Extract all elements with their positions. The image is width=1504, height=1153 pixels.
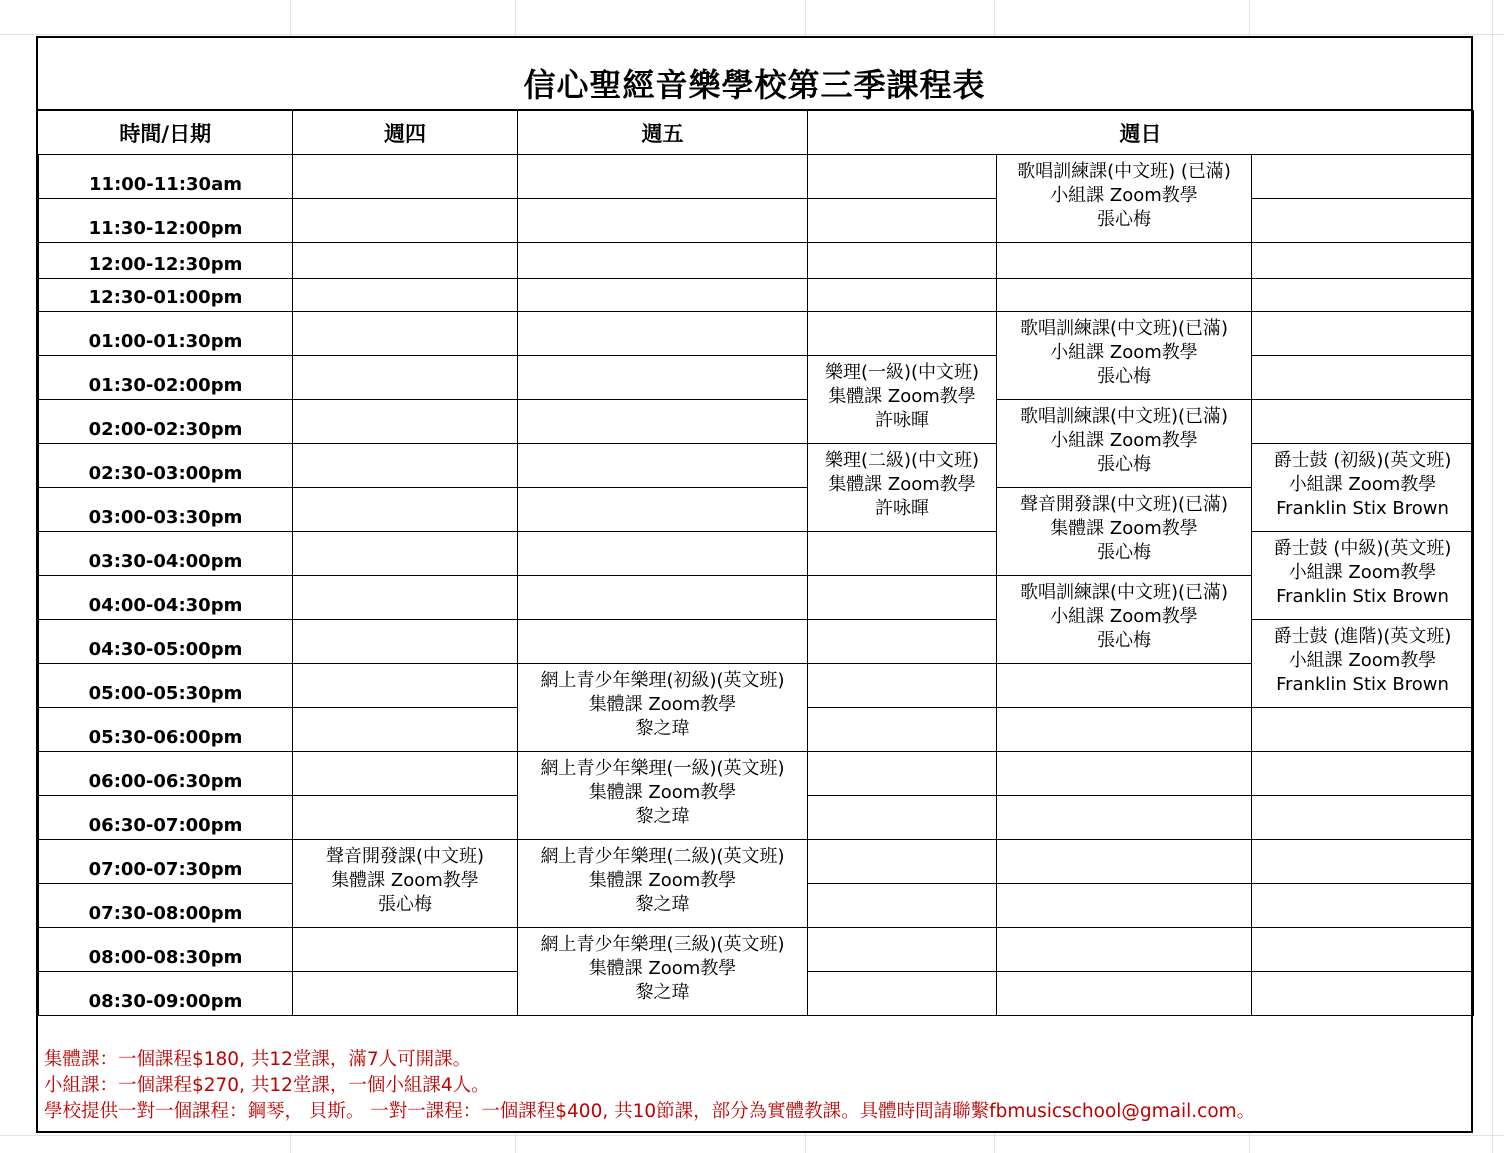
course-teacher: 黎之瑋	[635, 806, 690, 827]
empty-cell[interactable]	[1252, 972, 1474, 1016]
course-teacher: 許咏暉	[875, 498, 929, 519]
course-cell[interactable]	[997, 312, 1252, 400]
empty-cell[interactable]	[1252, 840, 1474, 884]
course-name: 網上青少年樂理(初級)(英文班)	[540, 670, 785, 691]
course-name: 歌唱訓練課(中文班) (已滿)	[1017, 161, 1231, 182]
empty-cell[interactable]	[293, 312, 518, 356]
course-cell[interactable]	[1252, 532, 1474, 620]
course-teacher: Franklin Stix Brown	[1276, 586, 1449, 607]
empty-cell[interactable]	[808, 279, 997, 312]
time-cell[interactable]: 06:00-06:30pm	[39, 752, 293, 796]
empty-cell[interactable]	[518, 155, 808, 199]
time-cell[interactable]: 03:00-03:30pm	[39, 488, 293, 532]
time-cell[interactable]: 02:30-03:00pm	[39, 444, 293, 488]
empty-cell[interactable]	[997, 884, 1252, 928]
empty-cell[interactable]	[808, 199, 997, 243]
course-format: 集體課 Zoom教學	[588, 958, 737, 979]
header-row	[39, 111, 1474, 155]
course-teacher: 黎之瑋	[635, 894, 690, 915]
time-cell[interactable]: 01:00-01:30pm	[39, 312, 293, 356]
empty-cell[interactable]	[1252, 752, 1474, 796]
sheet-gridline	[0, 34, 1504, 35]
course-name: 網上青少年樂理(二級)(英文班)	[540, 846, 785, 867]
time-cell[interactable]: 04:30-05:00pm	[39, 620, 293, 664]
empty-cell[interactable]	[808, 752, 997, 796]
course-format: 集體課 Zoom教學	[588, 870, 737, 891]
empty-cell[interactable]	[997, 752, 1252, 796]
empty-cell[interactable]	[293, 199, 518, 243]
time-cell[interactable]: 05:00-05:30pm	[39, 664, 293, 708]
time-cell[interactable]: 07:30-08:00pm	[39, 884, 293, 928]
course-name: 歌唱訓練課(中文班)(已滿)	[1019, 582, 1229, 603]
empty-cell[interactable]	[808, 532, 997, 576]
empty-cell[interactable]	[808, 576, 997, 620]
course-cell[interactable]	[808, 356, 997, 444]
course-cell[interactable]	[1252, 620, 1474, 708]
note-small-group: 小組課：一個課程$270, 共12堂課，一個小組課4人。	[44, 1075, 490, 1096]
empty-cell[interactable]	[293, 708, 518, 752]
empty-cell[interactable]	[293, 400, 518, 444]
time-cell[interactable]: 05:30-06:00pm	[39, 708, 293, 752]
time-cell[interactable]: 11:00-11:30am	[39, 155, 293, 199]
empty-cell[interactable]	[293, 576, 518, 620]
table-row	[39, 928, 1474, 972]
course-cell[interactable]	[997, 488, 1252, 576]
empty-cell[interactable]	[518, 532, 808, 576]
table-row	[39, 279, 1474, 312]
empty-cell[interactable]	[1252, 243, 1474, 279]
empty-cell[interactable]	[293, 664, 518, 708]
course-format: 小組課 Zoom教學	[1050, 430, 1198, 451]
empty-cell[interactable]	[518, 243, 808, 279]
empty-cell[interactable]	[1252, 884, 1474, 928]
empty-cell[interactable]	[997, 243, 1252, 279]
schedule-table	[38, 110, 1474, 1016]
title-row[interactable]	[38, 38, 1471, 111]
course-cell[interactable]	[997, 576, 1252, 664]
course-name: 爵士鼓 (中級)(英文班)	[1273, 538, 1452, 559]
course-teacher: Franklin Stix Brown	[1276, 498, 1449, 519]
header-fri[interactable]: 週五	[518, 111, 808, 155]
table-row	[39, 752, 1474, 796]
course-format: 集體課 Zoom教學	[588, 782, 737, 803]
course-format: 小組課 Zoom教學	[1050, 606, 1198, 627]
course-teacher: 張心梅	[1097, 454, 1151, 475]
schedule-sheet	[36, 36, 1473, 1133]
course-teacher: 張心梅	[1097, 209, 1151, 230]
empty-cell[interactable]	[808, 155, 997, 199]
empty-cell[interactable]	[293, 796, 518, 840]
empty-cell[interactable]	[293, 972, 518, 1016]
empty-cell[interactable]	[518, 576, 808, 620]
empty-cell[interactable]	[808, 840, 997, 884]
empty-cell[interactable]	[1252, 155, 1474, 199]
note-private-lessons: 學校提供一對一個課程：鋼琴， 貝斯。 一對一課程：一個課程$400, 共10節課，部分為實體教課。具體時間請聯繫fbmusicschool@gmail.com。	[44, 1101, 1256, 1122]
empty-cell[interactable]	[1252, 708, 1474, 752]
course-teacher: 張心梅	[378, 894, 432, 915]
course-name: 爵士鼓 (初級)(英文班)	[1273, 450, 1452, 471]
table-row	[39, 312, 1474, 356]
course-format: 集體課 Zoom教學	[828, 386, 976, 407]
empty-cell[interactable]	[808, 972, 997, 1016]
table-row	[39, 243, 1474, 279]
course-cell[interactable]	[808, 444, 997, 532]
empty-cell[interactable]	[518, 620, 808, 664]
empty-cell[interactable]	[293, 155, 518, 199]
course-teacher: 張心梅	[1097, 542, 1151, 563]
empty-cell[interactable]	[293, 444, 518, 488]
empty-cell[interactable]	[518, 199, 808, 243]
course-name: 網上青少年樂理(三級)(英文班)	[540, 934, 785, 955]
table-row	[39, 620, 1474, 664]
table-row	[39, 356, 1474, 400]
empty-cell[interactable]	[518, 312, 808, 356]
header-thu[interactable]: 週四	[293, 111, 518, 155]
empty-cell[interactable]	[293, 488, 518, 532]
empty-cell[interactable]	[997, 796, 1252, 840]
empty-cell[interactable]	[518, 279, 808, 312]
empty-cell[interactable]	[997, 279, 1252, 312]
course-cell[interactable]	[518, 752, 808, 840]
sheet-gridline	[1492, 0, 1493, 1153]
table-row	[39, 155, 1474, 199]
time-cell[interactable]: 08:00-08:30pm	[39, 928, 293, 972]
empty-cell[interactable]	[293, 620, 518, 664]
empty-cell[interactable]	[997, 664, 1252, 708]
empty-cell[interactable]	[293, 279, 518, 312]
empty-cell[interactable]	[1252, 796, 1474, 840]
empty-cell[interactable]	[997, 972, 1252, 1016]
course-name: 樂理(二級)(中文班)	[824, 450, 980, 471]
header-time[interactable]: 時間/日期	[39, 111, 293, 155]
course-teacher: 張心梅	[1097, 630, 1151, 651]
course-format: 小組課 Zoom教學	[1288, 650, 1437, 671]
course-name: 網上青少年樂理(一級)(英文班)	[540, 758, 785, 779]
empty-cell[interactable]	[293, 928, 518, 972]
table-row	[39, 444, 1474, 488]
course-teacher: 許咏暉	[875, 410, 929, 431]
empty-cell[interactable]	[518, 356, 808, 400]
course-name: 歌唱訓練課(中文班)(已滿)	[1019, 318, 1229, 339]
time-cell[interactable]: 12:30-01:00pm	[39, 279, 293, 312]
course-name: 聲音開發課(中文班)(已滿)	[1019, 494, 1229, 515]
table-row	[39, 840, 1474, 884]
empty-cell[interactable]	[808, 243, 997, 279]
empty-cell[interactable]	[808, 664, 997, 708]
empty-cell[interactable]	[808, 620, 997, 664]
empty-cell[interactable]	[293, 532, 518, 576]
course-format: 集體課 Zoom教學	[828, 474, 976, 495]
empty-cell[interactable]	[293, 356, 518, 400]
empty-cell[interactable]	[808, 708, 997, 752]
empty-cell[interactable]	[997, 840, 1252, 884]
course-name: 聲音開發課(中文班)	[325, 846, 485, 867]
empty-cell[interactable]	[518, 488, 808, 532]
empty-cell[interactable]	[808, 928, 997, 972]
header-sun[interactable]: 週日	[808, 111, 1474, 155]
empty-cell[interactable]	[808, 796, 997, 840]
time-cell[interactable]: 06:30-07:00pm	[39, 796, 293, 840]
course-format: 小組課 Zoom教學	[1288, 474, 1437, 495]
empty-cell[interactable]	[518, 400, 808, 444]
course-teacher: 張心梅	[1097, 366, 1151, 387]
course-format: 小組課 Zoom教學	[1050, 185, 1198, 206]
course-format: 小組課 Zoom教學	[1288, 562, 1437, 583]
empty-cell[interactable]	[1252, 400, 1474, 444]
course-teacher: 黎之瑋	[635, 718, 690, 739]
course-cell[interactable]	[1252, 444, 1474, 532]
course-name: 歌唱訓練課(中文班)(已滿)	[1019, 406, 1229, 427]
time-cell[interactable]: 03:30-04:00pm	[39, 532, 293, 576]
course-teacher: 黎之瑋	[635, 982, 690, 1003]
course-name: 樂理(一級)(中文班)	[824, 362, 980, 383]
course-cell[interactable]	[518, 928, 808, 1016]
course-teacher: Franklin Stix Brown	[1276, 674, 1449, 695]
time-cell[interactable]: 07:00-07:30pm	[39, 840, 293, 884]
course-name: 爵士鼓 (進階)(英文班)	[1273, 626, 1452, 647]
course-format: 集體課 Zoom教學	[1050, 518, 1198, 539]
empty-cell[interactable]	[997, 928, 1252, 972]
empty-cell[interactable]	[1252, 279, 1474, 312]
table-row	[39, 400, 1474, 444]
course-cell[interactable]	[518, 664, 808, 752]
time-cell[interactable]: 08:30-09:00pm	[39, 972, 293, 1016]
empty-cell[interactable]	[1252, 928, 1474, 972]
course-cell[interactable]	[293, 840, 518, 928]
empty-cell[interactable]	[518, 444, 808, 488]
note-group-class: 集體課：一個課程$180, 共12堂課，滿7人可開課。	[44, 1049, 472, 1070]
table-row	[39, 199, 1474, 243]
course-format: 小組課 Zoom教學	[1050, 342, 1198, 363]
table-row	[39, 532, 1474, 576]
empty-cell[interactable]	[997, 708, 1252, 752]
time-cell[interactable]: 12:00-12:30pm	[39, 243, 293, 279]
empty-cell[interactable]	[1252, 356, 1474, 400]
course-format: 集體課 Zoom教學	[331, 870, 479, 891]
course-format: 集體課 Zoom教學	[588, 694, 737, 715]
course-cell[interactable]	[518, 840, 808, 928]
course-cell[interactable]	[997, 155, 1252, 243]
page-title: 信心聖經音樂學校第三季課程表	[523, 66, 986, 104]
empty-cell[interactable]	[808, 312, 997, 356]
empty-cell[interactable]	[1252, 312, 1474, 356]
pricing-notes[interactable]	[44, 1047, 1255, 1125]
time-cell[interactable]: 04:00-04:30pm	[39, 576, 293, 620]
time-cell[interactable]: 02:00-02:30pm	[39, 400, 293, 444]
time-cell[interactable]: 11:30-12:00pm	[39, 199, 293, 243]
empty-cell[interactable]	[1252, 199, 1474, 243]
sheet-gridline	[0, 1135, 1504, 1136]
empty-cell[interactable]	[293, 752, 518, 796]
course-cell[interactable]	[997, 400, 1252, 488]
empty-cell[interactable]	[808, 884, 997, 928]
time-cell[interactable]: 01:30-02:00pm	[39, 356, 293, 400]
empty-cell[interactable]	[293, 243, 518, 279]
